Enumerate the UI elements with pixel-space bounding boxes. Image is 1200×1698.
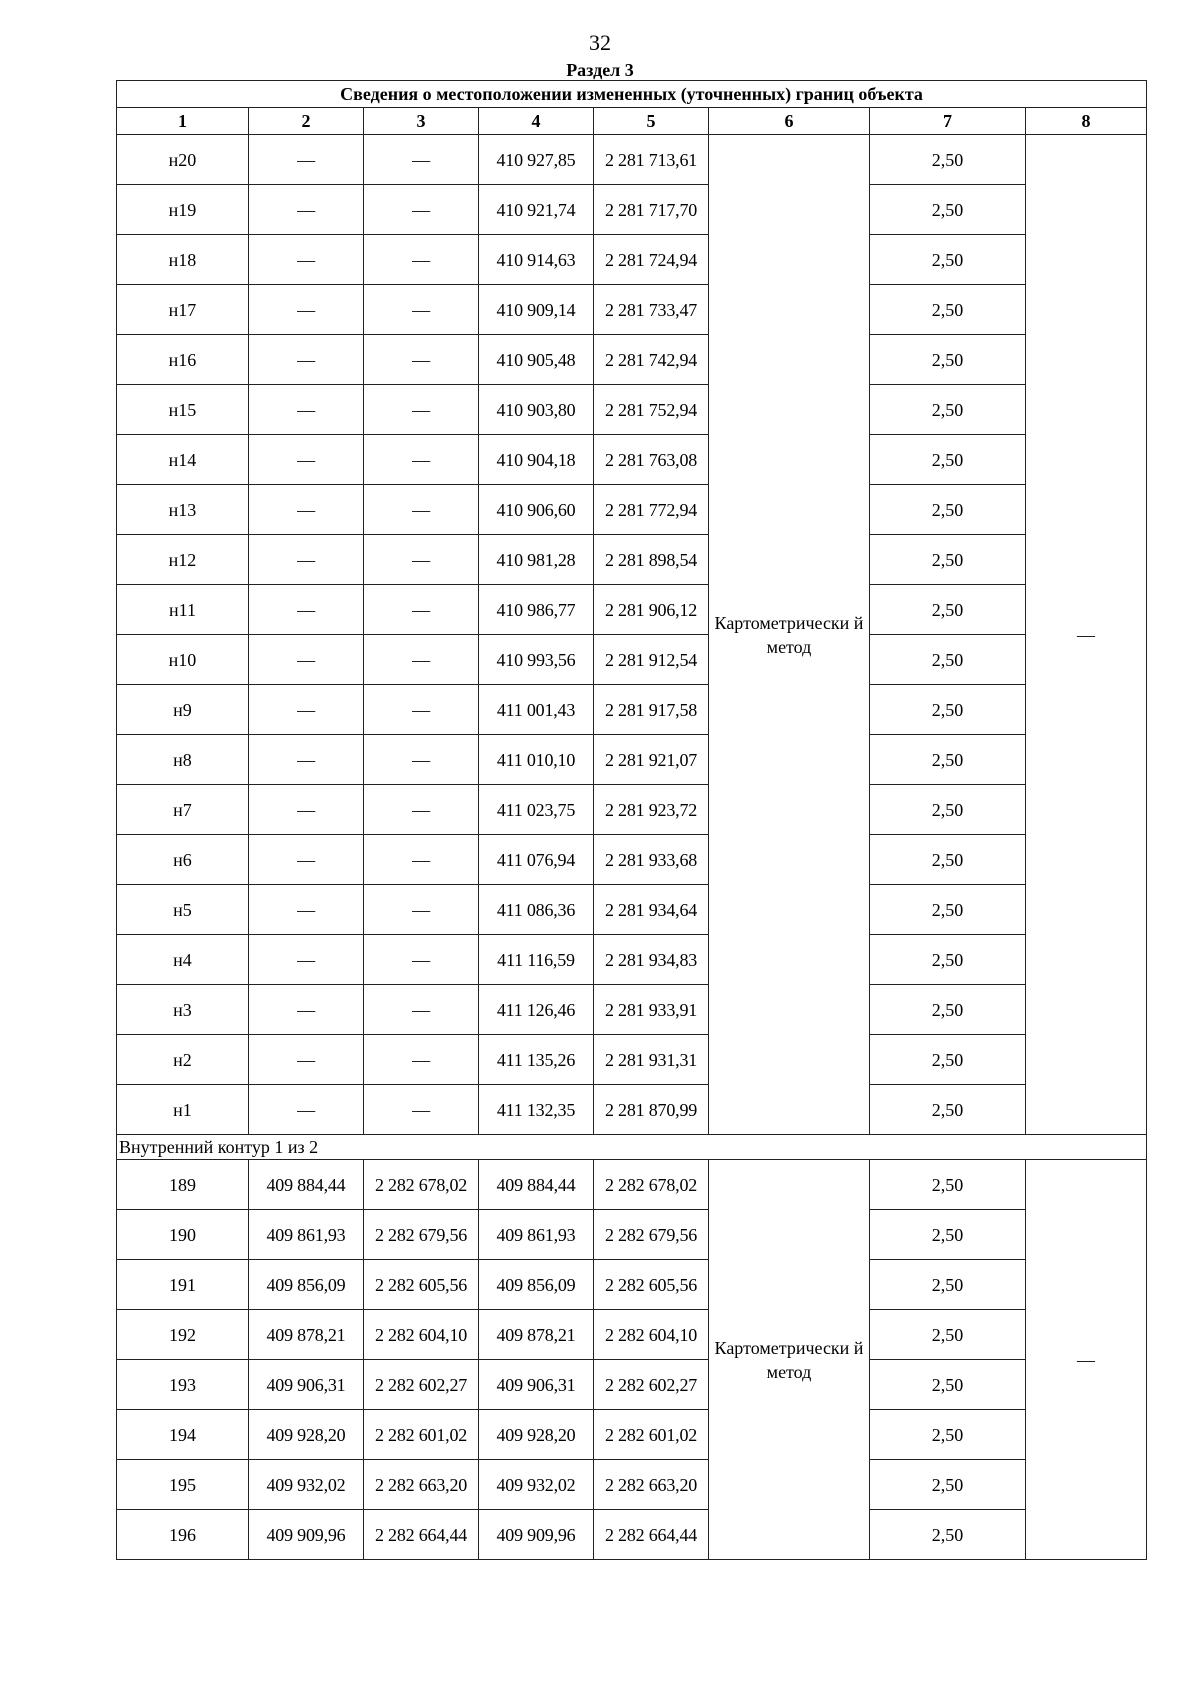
y-new-cell: 2 281 772,94 — [594, 485, 709, 535]
x-old-cell: — — [249, 885, 364, 935]
y-new-cell: 2 281 724,94 — [594, 235, 709, 285]
column-number: 4 — [479, 108, 594, 135]
y-new-cell: 2 281 933,68 — [594, 835, 709, 885]
point-number-cell: н12 — [117, 535, 249, 585]
table-row — [117, 985, 1147, 1035]
x-new-cell: 410 981,28 — [479, 535, 594, 585]
x-old-cell: 409 906,31 — [249, 1360, 364, 1410]
x-new-cell: 410 906,60 — [479, 485, 594, 535]
x-new-cell: 410 927,85 — [479, 135, 594, 185]
y-old-cell: — — [364, 635, 479, 685]
point-number-cell: 193 — [117, 1360, 249, 1410]
point-number-cell: н10 — [117, 635, 249, 685]
y-old-cell: — — [364, 885, 479, 935]
y-new-cell: 2 281 906,12 — [594, 585, 709, 635]
point-number-cell: н2 — [117, 1035, 249, 1085]
point-number-cell: н20 — [117, 135, 249, 185]
point-number-cell: н13 — [117, 485, 249, 535]
accuracy-cell: 2,50 — [870, 1360, 1026, 1410]
y-new-cell: 2 282 678,02 — [594, 1160, 709, 1210]
table-row — [117, 185, 1147, 235]
x-old-cell: — — [249, 1085, 364, 1135]
y-old-cell: — — [364, 735, 479, 785]
x-old-cell: 409 856,09 — [249, 1260, 364, 1310]
point-number-cell: н9 — [117, 685, 249, 735]
y-old-cell: 2 282 602,27 — [364, 1360, 479, 1410]
y-old-cell: — — [364, 935, 479, 985]
point-number-cell: н18 — [117, 235, 249, 285]
accuracy-cell: 2,50 — [870, 635, 1026, 685]
x-new-cell: 409 878,21 — [479, 1310, 594, 1360]
x-new-cell: 411 132,35 — [479, 1085, 594, 1135]
x-new-cell: 410 909,14 — [479, 285, 594, 335]
y-old-cell: — — [364, 285, 479, 335]
x-old-cell: — — [249, 135, 364, 185]
table-row — [117, 1510, 1147, 1560]
column-number: 8 — [1026, 108, 1147, 135]
x-old-cell: — — [249, 485, 364, 535]
accuracy-cell: 2,50 — [870, 935, 1026, 985]
accuracy-cell: 2,50 — [870, 1510, 1026, 1560]
table-row — [117, 885, 1147, 935]
x-new-cell: 411 126,46 — [479, 985, 594, 1035]
column-number: 6 — [709, 108, 870, 135]
point-number-cell: н3 — [117, 985, 249, 1035]
column-number-row — [117, 108, 1147, 135]
table-row — [117, 285, 1147, 335]
method-cell: Картометрически й метод — [709, 1160, 870, 1560]
table-row — [117, 1310, 1147, 1360]
y-old-cell: — — [364, 585, 479, 635]
boundary-table-container — [116, 80, 1146, 1560]
accuracy-cell: 2,50 — [870, 1460, 1026, 1510]
y-new-cell: 2 281 934,83 — [594, 935, 709, 985]
y-new-cell: 2 281 713,61 — [594, 135, 709, 185]
point-number-cell: н17 — [117, 285, 249, 335]
table-row — [117, 535, 1147, 585]
x-new-cell: 410 914,63 — [479, 235, 594, 285]
table-row — [117, 1410, 1147, 1460]
x-old-cell: 409 861,93 — [249, 1210, 364, 1260]
accuracy-cell: 2,50 — [870, 585, 1026, 635]
y-old-cell: — — [364, 235, 479, 285]
y-old-cell: 2 282 679,56 — [364, 1210, 479, 1260]
accuracy-cell: 2,50 — [870, 285, 1026, 335]
y-new-cell: 2 282 663,20 — [594, 1460, 709, 1510]
y-new-cell: 2 282 601,02 — [594, 1410, 709, 1460]
accuracy-cell: 2,50 — [870, 185, 1026, 235]
point-number-cell: н11 — [117, 585, 249, 635]
column-number: 1 — [117, 108, 249, 135]
x-new-cell: 410 903,80 — [479, 385, 594, 435]
accuracy-cell: 2,50 — [870, 1210, 1026, 1260]
x-new-cell: 410 905,48 — [479, 335, 594, 385]
table-row — [117, 1160, 1147, 1210]
point-number-cell: 191 — [117, 1260, 249, 1310]
accuracy-cell: 2,50 — [870, 985, 1026, 1035]
y-new-cell: 2 281 923,72 — [594, 785, 709, 835]
y-new-cell: 2 281 733,47 — [594, 285, 709, 335]
x-new-cell: 411 086,36 — [479, 885, 594, 935]
point-number-cell: н16 — [117, 335, 249, 385]
y-new-cell: 2 282 602,27 — [594, 1360, 709, 1410]
y-new-cell: 2 281 921,07 — [594, 735, 709, 785]
x-old-cell: — — [249, 435, 364, 485]
point-number-cell: н14 — [117, 435, 249, 485]
table-row — [117, 785, 1147, 835]
accuracy-cell: 2,50 — [870, 1085, 1026, 1135]
table-row — [117, 1035, 1147, 1085]
x-old-cell: — — [249, 785, 364, 835]
table-row — [117, 635, 1147, 685]
y-old-cell: 2 282 601,02 — [364, 1410, 479, 1460]
y-new-cell: 2 282 664,44 — [594, 1510, 709, 1560]
y-old-cell: — — [364, 985, 479, 1035]
accuracy-cell: 2,50 — [870, 235, 1026, 285]
x-old-cell: 409 928,20 — [249, 1410, 364, 1460]
x-new-cell: 410 993,56 — [479, 635, 594, 685]
x-old-cell: 409 884,44 — [249, 1160, 364, 1210]
x-new-cell: 410 986,77 — [479, 585, 594, 635]
y-new-cell: 2 281 898,54 — [594, 535, 709, 585]
accuracy-cell: 2,50 — [870, 1035, 1026, 1085]
accuracy-cell: 2,50 — [870, 535, 1026, 585]
table-row — [117, 585, 1147, 635]
column-number: 5 — [594, 108, 709, 135]
x-old-cell: — — [249, 335, 364, 385]
y-old-cell: 2 282 664,44 — [364, 1510, 479, 1560]
y-old-cell: — — [364, 535, 479, 585]
y-old-cell: — — [364, 185, 479, 235]
x-old-cell: — — [249, 285, 364, 335]
x-old-cell: — — [249, 1035, 364, 1085]
table-row — [117, 835, 1147, 885]
notes-cell: — — [1026, 1160, 1147, 1560]
y-new-cell: 2 281 912,54 — [594, 635, 709, 685]
table-row — [117, 735, 1147, 785]
x-new-cell: 411 135,26 — [479, 1035, 594, 1085]
accuracy-cell: 2,50 — [870, 1310, 1026, 1360]
accuracy-cell: 2,50 — [870, 785, 1026, 835]
x-new-cell: 409 928,20 — [479, 1410, 594, 1460]
point-number-cell: 189 — [117, 1160, 249, 1210]
table-row — [117, 1260, 1147, 1310]
y-new-cell: 2 281 933,91 — [594, 985, 709, 1035]
accuracy-cell: 2,50 — [870, 1160, 1026, 1210]
x-old-cell: — — [249, 935, 364, 985]
accuracy-cell: 2,50 — [870, 485, 1026, 535]
accuracy-cell: 2,50 — [870, 885, 1026, 935]
y-new-cell: 2 281 931,31 — [594, 1035, 709, 1085]
accuracy-cell: 2,50 — [870, 1260, 1026, 1310]
x-new-cell: 410 904,18 — [479, 435, 594, 485]
accuracy-cell: 2,50 — [870, 835, 1026, 885]
y-old-cell: — — [364, 685, 479, 735]
x-new-cell: 411 076,94 — [479, 835, 594, 885]
point-number-cell: 194 — [117, 1410, 249, 1460]
y-old-cell: — — [364, 435, 479, 485]
y-old-cell: 2 282 604,10 — [364, 1310, 479, 1360]
x-new-cell: 410 921,74 — [479, 185, 594, 235]
x-old-cell: — — [249, 585, 364, 635]
boundary-coordinates-table — [116, 80, 1147, 1560]
accuracy-cell: 2,50 — [870, 135, 1026, 185]
accuracy-cell: 2,50 — [870, 435, 1026, 485]
y-old-cell: 2 282 663,20 — [364, 1460, 479, 1510]
y-new-cell: 2 282 679,56 — [594, 1210, 709, 1260]
y-new-cell: 2 281 742,94 — [594, 335, 709, 385]
table-row — [117, 935, 1147, 985]
point-number-cell: 196 — [117, 1510, 249, 1560]
point-number-cell: н7 — [117, 785, 249, 835]
accuracy-cell: 2,50 — [870, 385, 1026, 435]
y-old-cell: — — [364, 785, 479, 835]
table-row — [117, 1360, 1147, 1410]
method-cell: Картометрически й метод — [709, 135, 870, 1135]
x-new-cell: 409 856,09 — [479, 1260, 594, 1310]
table-row — [117, 335, 1147, 385]
y-new-cell: 2 282 605,56 — [594, 1260, 709, 1310]
x-new-cell: 409 884,44 — [479, 1160, 594, 1210]
x-old-cell: — — [249, 985, 364, 1035]
accuracy-cell: 2,50 — [870, 735, 1026, 785]
column-number: 3 — [364, 108, 479, 135]
point-number-cell: н4 — [117, 935, 249, 985]
accuracy-cell: 2,50 — [870, 685, 1026, 735]
point-number-cell: н5 — [117, 885, 249, 935]
table-title: Сведения о местоположении измененных (уточненных) границ объекта — [117, 81, 1147, 108]
x-old-cell: — — [249, 185, 364, 235]
y-new-cell: 2 281 870,99 — [594, 1085, 709, 1135]
y-old-cell: 2 282 678,02 — [364, 1160, 479, 1210]
section-title: Раздел 3 — [566, 60, 634, 80]
x-old-cell: — — [249, 635, 364, 685]
x-old-cell: — — [249, 685, 364, 735]
table-row — [117, 135, 1147, 185]
point-number-cell: н6 — [117, 835, 249, 885]
x-old-cell: — — [249, 735, 364, 785]
y-new-cell: 2 281 752,94 — [594, 385, 709, 435]
table-row — [117, 1085, 1147, 1135]
y-old-cell: 2 282 605,56 — [364, 1260, 479, 1310]
point-number-cell: 190 — [117, 1210, 249, 1260]
contour-label: Внутренний контур 1 из 2 — [117, 1135, 1147, 1160]
point-number-cell: 192 — [117, 1310, 249, 1360]
x-old-cell: — — [249, 535, 364, 585]
y-old-cell: — — [364, 385, 479, 435]
x-new-cell: 411 001,43 — [479, 685, 594, 735]
table-row — [117, 235, 1147, 285]
y-old-cell: — — [364, 485, 479, 535]
x-old-cell: — — [249, 835, 364, 885]
accuracy-cell: 2,50 — [870, 335, 1026, 385]
y-old-cell: — — [364, 1085, 479, 1135]
y-new-cell: 2 281 763,08 — [594, 435, 709, 485]
point-number-cell: 195 — [117, 1460, 249, 1510]
point-number-cell: н19 — [117, 185, 249, 235]
y-old-cell: — — [364, 335, 479, 385]
x-old-cell: — — [249, 385, 364, 435]
table-row — [117, 685, 1147, 735]
y-new-cell: 2 281 917,58 — [594, 685, 709, 735]
y-new-cell: 2 282 604,10 — [594, 1310, 709, 1360]
x-new-cell: 411 023,75 — [479, 785, 594, 835]
x-old-cell: — — [249, 235, 364, 285]
x-old-cell: 409 878,21 — [249, 1310, 364, 1360]
x-new-cell: 409 906,31 — [479, 1360, 594, 1410]
x-new-cell: 409 861,93 — [479, 1210, 594, 1260]
notes-cell: — — [1026, 135, 1147, 1135]
point-number-cell: н1 — [117, 1085, 249, 1135]
point-number-cell: н15 — [117, 385, 249, 435]
table-row — [117, 1460, 1147, 1510]
point-number-cell: н8 — [117, 735, 249, 785]
table-row — [117, 385, 1147, 435]
x-new-cell: 411 116,59 — [479, 935, 594, 985]
table-row — [117, 1210, 1147, 1260]
accuracy-cell: 2,50 — [870, 1410, 1026, 1460]
page-number: 32 — [589, 30, 611, 55]
y-old-cell: — — [364, 135, 479, 185]
y-old-cell: — — [364, 1035, 479, 1085]
y-new-cell: 2 281 717,70 — [594, 185, 709, 235]
column-number: 7 — [870, 108, 1026, 135]
x-old-cell: 409 909,96 — [249, 1510, 364, 1560]
y-new-cell: 2 281 934,64 — [594, 885, 709, 935]
x-new-cell: 409 932,02 — [479, 1460, 594, 1510]
table-row — [117, 435, 1147, 485]
contour-separator-row — [117, 1135, 1147, 1160]
x-old-cell: 409 932,02 — [249, 1460, 364, 1510]
x-new-cell: 411 010,10 — [479, 735, 594, 785]
table-row — [117, 485, 1147, 535]
x-new-cell: 409 909,96 — [479, 1510, 594, 1560]
y-old-cell: — — [364, 835, 479, 885]
column-number: 2 — [249, 108, 364, 135]
